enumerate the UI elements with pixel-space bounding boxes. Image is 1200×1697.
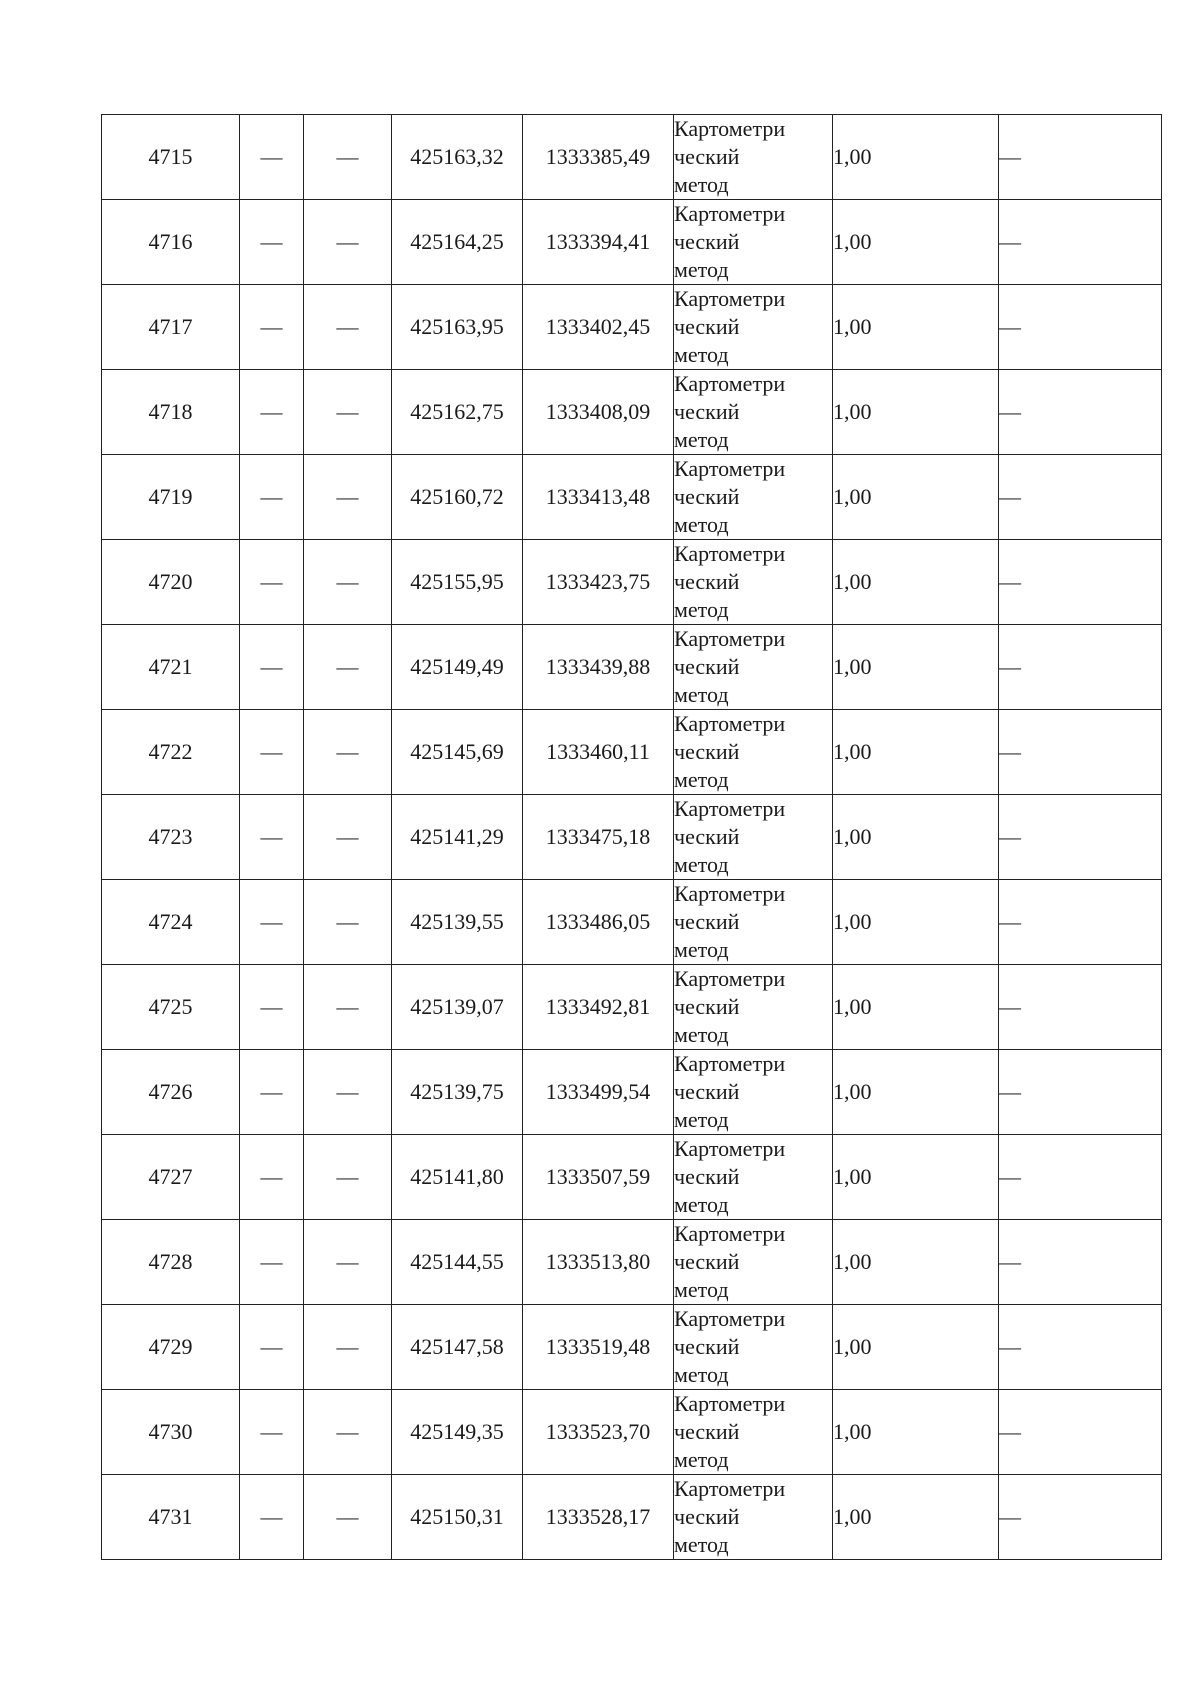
dash-cell-3 — [304, 370, 392, 455]
point-number: 4715 — [148, 144, 193, 169]
dash-value: — — [260, 1249, 283, 1274]
accuracy-cell — [833, 540, 999, 625]
dash-cell-2 — [240, 115, 304, 200]
method-cell — [674, 455, 833, 540]
description-cell — [999, 795, 1162, 880]
table-row — [102, 1050, 1162, 1135]
point-number-cell — [102, 1135, 240, 1220]
x-coordinate-cell — [392, 965, 523, 1050]
y-coordinate: 1333492,81 — [545, 994, 651, 1019]
dash-value: — — [336, 1419, 359, 1444]
y-coordinate: 1333528,17 — [545, 1504, 651, 1529]
description-cell — [999, 540, 1162, 625]
y-coordinate-cell — [523, 370, 674, 455]
dash-value: — — [336, 1164, 359, 1189]
description-cell — [999, 1305, 1162, 1390]
dash-cell-2 — [240, 370, 304, 455]
method-text: Картометри ческий метод — [674, 456, 786, 537]
description-cell — [999, 1390, 1162, 1475]
table-row — [102, 710, 1162, 795]
dash-value: — — [999, 994, 1021, 1019]
dash-cell-3 — [304, 285, 392, 370]
point-number-cell — [102, 1475, 240, 1560]
accuracy-value: 1,00 — [833, 1079, 872, 1104]
x-coordinate: 425139,75 — [410, 1079, 504, 1104]
dash-value: — — [336, 144, 359, 169]
dash-value: — — [260, 1504, 283, 1529]
table-row — [102, 1305, 1162, 1390]
y-coordinate-cell — [523, 965, 674, 1050]
dash-cell-2 — [240, 625, 304, 710]
y-coordinate: 1333423,75 — [545, 569, 651, 594]
table-body — [102, 115, 1162, 1560]
x-coordinate-cell — [392, 370, 523, 455]
point-number: 4727 — [148, 1164, 193, 1189]
accuracy-cell — [833, 115, 999, 200]
accuracy-value: 1,00 — [833, 909, 872, 934]
x-coordinate-cell — [392, 710, 523, 795]
dash-value: — — [999, 1164, 1021, 1189]
x-coordinate: 425160,72 — [410, 484, 504, 509]
x-coordinate: 425155,95 — [410, 569, 504, 594]
dash-value: — — [999, 824, 1021, 849]
dash-value: — — [336, 824, 359, 849]
dash-value: — — [260, 909, 283, 934]
method-cell — [674, 625, 833, 710]
coordinates-table — [101, 114, 1162, 1560]
table-row — [102, 1475, 1162, 1560]
accuracy-value: 1,00 — [833, 1504, 872, 1529]
dash-cell-2 — [240, 540, 304, 625]
accuracy-cell — [833, 200, 999, 285]
dash-value: — — [336, 399, 359, 424]
method-text: Картометри ческий метод — [674, 711, 786, 792]
x-coordinate-cell — [392, 540, 523, 625]
y-coordinate: 1333413,48 — [545, 484, 651, 509]
dash-value: — — [260, 399, 283, 424]
method-text: Картометри ческий метод — [674, 966, 786, 1047]
method-text: Картометри ческий метод — [674, 1306, 786, 1387]
point-number-cell — [102, 285, 240, 370]
accuracy-value: 1,00 — [833, 1164, 872, 1189]
dash-value: — — [999, 909, 1021, 934]
x-coordinate: 425163,32 — [410, 144, 504, 169]
point-number: 4728 — [148, 1249, 193, 1274]
y-coordinate: 1333402,45 — [545, 314, 651, 339]
dash-value: — — [336, 654, 359, 679]
y-coordinate-cell — [523, 115, 674, 200]
point-number-cell — [102, 1050, 240, 1135]
x-coordinate: 425163,95 — [410, 314, 504, 339]
dash-cell-2 — [240, 1475, 304, 1560]
dash-cell-3 — [304, 795, 392, 880]
point-number-cell — [102, 200, 240, 285]
dash-cell-2 — [240, 1305, 304, 1390]
dash-value: — — [336, 569, 359, 594]
dash-value: — — [336, 739, 359, 764]
method-text: Картометри ческий метод — [674, 1391, 786, 1472]
description-cell — [999, 1475, 1162, 1560]
x-coordinate: 425141,80 — [410, 1164, 504, 1189]
table-row — [102, 1135, 1162, 1220]
y-coordinate: 1333507,59 — [545, 1164, 651, 1189]
method-text: Картометри ческий метод — [674, 371, 786, 452]
dash-cell-3 — [304, 540, 392, 625]
dash-value: — — [336, 229, 359, 254]
dash-value: — — [999, 484, 1021, 509]
point-number-cell — [102, 115, 240, 200]
dash-value: — — [260, 654, 283, 679]
dash-value: — — [336, 484, 359, 509]
table-row — [102, 1220, 1162, 1305]
dash-cell-3 — [304, 1305, 392, 1390]
y-coordinate-cell — [523, 1475, 674, 1560]
y-coordinate-cell — [523, 1050, 674, 1135]
dash-value: — — [260, 1419, 283, 1444]
y-coordinate-cell — [523, 625, 674, 710]
dash-cell-3 — [304, 1390, 392, 1475]
method-cell — [674, 1220, 833, 1305]
y-coordinate: 1333475,18 — [545, 824, 651, 849]
method-cell — [674, 115, 833, 200]
x-coordinate-cell — [392, 455, 523, 540]
dash-cell-3 — [304, 1220, 392, 1305]
accuracy-value: 1,00 — [833, 1249, 872, 1274]
y-coordinate-cell — [523, 200, 674, 285]
x-coordinate: 425145,69 — [410, 739, 504, 764]
dash-cell-2 — [240, 795, 304, 880]
dash-cell-2 — [240, 455, 304, 540]
point-number-cell — [102, 965, 240, 1050]
y-coordinate-cell — [523, 540, 674, 625]
accuracy-cell — [833, 1390, 999, 1475]
method-cell — [674, 370, 833, 455]
accuracy-cell — [833, 1135, 999, 1220]
x-coordinate: 425147,58 — [410, 1334, 504, 1359]
accuracy-cell — [833, 625, 999, 710]
accuracy-value: 1,00 — [833, 1419, 872, 1444]
accuracy-cell — [833, 965, 999, 1050]
description-cell — [999, 625, 1162, 710]
y-coordinate: 1333385,49 — [545, 144, 651, 169]
dash-cell-3 — [304, 115, 392, 200]
dash-value: — — [260, 739, 283, 764]
dash-value: — — [336, 1334, 359, 1359]
accuracy-cell — [833, 1305, 999, 1390]
method-cell — [674, 1305, 833, 1390]
y-coordinate: 1333519,48 — [545, 1334, 651, 1359]
point-number: 4722 — [148, 739, 193, 764]
description-cell — [999, 200, 1162, 285]
table-row — [102, 625, 1162, 710]
dash-value: — — [260, 1334, 283, 1359]
x-coordinate: 425141,29 — [410, 824, 504, 849]
table-row — [102, 455, 1162, 540]
x-coordinate-cell — [392, 115, 523, 200]
point-number: 4716 — [148, 229, 193, 254]
table-row — [102, 965, 1162, 1050]
description-cell — [999, 1135, 1162, 1220]
dash-value: — — [999, 1504, 1021, 1529]
y-coordinate-cell — [523, 1305, 674, 1390]
dash-value: — — [260, 824, 283, 849]
x-coordinate-cell — [392, 1220, 523, 1305]
dash-cell-2 — [240, 1050, 304, 1135]
table-row — [102, 200, 1162, 285]
accuracy-value: 1,00 — [833, 739, 872, 764]
dash-value: — — [336, 994, 359, 1019]
accuracy-cell — [833, 370, 999, 455]
dash-value: — — [260, 229, 283, 254]
description-cell — [999, 965, 1162, 1050]
x-coordinate-cell — [392, 1390, 523, 1475]
accuracy-value: 1,00 — [833, 314, 872, 339]
description-cell — [999, 455, 1162, 540]
dash-cell-2 — [240, 200, 304, 285]
accuracy-value: 1,00 — [833, 654, 872, 679]
dash-cell-2 — [240, 965, 304, 1050]
method-text: Картометри ческий метод — [674, 1136, 786, 1217]
accuracy-cell — [833, 455, 999, 540]
point-number: 4719 — [148, 484, 193, 509]
dash-value: — — [260, 1079, 283, 1104]
method-text: Картометри ческий метод — [674, 1051, 786, 1132]
accuracy-value: 1,00 — [833, 1334, 872, 1359]
dash-value: — — [999, 399, 1021, 424]
dash-cell-3 — [304, 1475, 392, 1560]
accuracy-cell — [833, 795, 999, 880]
accuracy-value: 1,00 — [833, 229, 872, 254]
description-cell — [999, 370, 1162, 455]
table-row — [102, 285, 1162, 370]
y-coordinate-cell — [523, 795, 674, 880]
table-row — [102, 880, 1162, 965]
method-cell — [674, 285, 833, 370]
dash-value: — — [999, 144, 1021, 169]
x-coordinate-cell — [392, 200, 523, 285]
table-row — [102, 540, 1162, 625]
accuracy-cell — [833, 1220, 999, 1305]
dash-cell-3 — [304, 965, 392, 1050]
dash-cell-2 — [240, 710, 304, 795]
point-number-cell — [102, 1220, 240, 1305]
method-text: Картометри ческий метод — [674, 1221, 786, 1302]
point-number-cell — [102, 880, 240, 965]
x-coordinate: 425164,25 — [410, 229, 504, 254]
x-coordinate: 425139,55 — [410, 909, 504, 934]
method-text: Картометри ческий метод — [674, 541, 786, 622]
method-cell — [674, 1050, 833, 1135]
dash-cell-2 — [240, 1220, 304, 1305]
method-text: Картометри ческий метод — [674, 626, 786, 707]
dash-cell-3 — [304, 1050, 392, 1135]
x-coordinate: 425150,31 — [410, 1504, 504, 1529]
y-coordinate-cell — [523, 1135, 674, 1220]
y-coordinate-cell — [523, 710, 674, 795]
accuracy-cell — [833, 1475, 999, 1560]
point-number: 4718 — [148, 399, 193, 424]
point-number: 4726 — [148, 1079, 193, 1104]
dash-value: — — [999, 739, 1021, 764]
dash-cell-3 — [304, 710, 392, 795]
y-coordinate: 1333394,41 — [545, 229, 651, 254]
dash-value: — — [260, 1164, 283, 1189]
x-coordinate: 425139,07 — [410, 994, 504, 1019]
method-cell — [674, 540, 833, 625]
method-text: Картометри ческий метод — [674, 286, 786, 367]
dash-value: — — [336, 1079, 359, 1104]
table-row — [102, 1390, 1162, 1475]
point-number: 4730 — [148, 1419, 193, 1444]
method-cell — [674, 795, 833, 880]
method-cell — [674, 200, 833, 285]
dash-cell-2 — [240, 1135, 304, 1220]
dash-value: — — [999, 229, 1021, 254]
description-cell — [999, 285, 1162, 370]
dash-cell-2 — [240, 880, 304, 965]
y-coordinate: 1333486,05 — [545, 909, 651, 934]
x-coordinate-cell — [392, 880, 523, 965]
dash-cell-2 — [240, 285, 304, 370]
x-coordinate-cell — [392, 1305, 523, 1390]
point-number: 4724 — [148, 909, 193, 934]
y-coordinate-cell — [523, 880, 674, 965]
dash-value: — — [336, 314, 359, 339]
accuracy-cell — [833, 285, 999, 370]
accuracy-value: 1,00 — [833, 824, 872, 849]
y-coordinate-cell — [523, 285, 674, 370]
description-cell — [999, 880, 1162, 965]
table-row — [102, 795, 1162, 880]
table-row — [102, 115, 1162, 200]
point-number: 4723 — [148, 824, 193, 849]
dash-value: — — [260, 994, 283, 1019]
point-number-cell — [102, 625, 240, 710]
x-coordinate-cell — [392, 1050, 523, 1135]
point-number-cell — [102, 1390, 240, 1475]
point-number-cell — [102, 795, 240, 880]
method-cell — [674, 1390, 833, 1475]
point-number: 4720 — [148, 569, 193, 594]
point-number-cell — [102, 710, 240, 795]
x-coordinate-cell — [392, 1135, 523, 1220]
accuracy-value: 1,00 — [833, 399, 872, 424]
y-coordinate: 1333523,70 — [545, 1419, 651, 1444]
x-coordinate-cell — [392, 795, 523, 880]
x-coordinate-cell — [392, 625, 523, 710]
point-number-cell — [102, 370, 240, 455]
accuracy-value: 1,00 — [833, 144, 872, 169]
point-number: 4725 — [148, 994, 193, 1019]
dash-value: — — [260, 314, 283, 339]
dash-cell-3 — [304, 455, 392, 540]
point-number: 4721 — [148, 654, 193, 679]
y-coordinate-cell — [523, 1220, 674, 1305]
accuracy-cell — [833, 710, 999, 795]
point-number: 4729 — [148, 1334, 193, 1359]
x-coordinate: 425162,75 — [410, 399, 504, 424]
dash-value: — — [336, 1249, 359, 1274]
method-text: Картометри ческий метод — [674, 116, 786, 197]
accuracy-cell — [833, 1050, 999, 1135]
dash-value: — — [260, 569, 283, 594]
dash-value: — — [999, 1079, 1021, 1104]
method-text: Картометри ческий метод — [674, 881, 786, 962]
method-cell — [674, 1475, 833, 1560]
accuracy-value: 1,00 — [833, 994, 872, 1019]
dash-value: — — [999, 1334, 1021, 1359]
x-coordinate: 425149,35 — [410, 1419, 504, 1444]
point-number-cell — [102, 540, 240, 625]
y-coordinate: 1333439,88 — [545, 654, 651, 679]
y-coordinate: 1333513,80 — [545, 1249, 651, 1274]
method-text: Картометри ческий метод — [674, 796, 786, 877]
method-cell — [674, 880, 833, 965]
point-number-cell — [102, 1305, 240, 1390]
y-coordinate-cell — [523, 455, 674, 540]
method-text: Картометри ческий метод — [674, 201, 786, 282]
accuracy-cell — [833, 880, 999, 965]
x-coordinate-cell — [392, 285, 523, 370]
description-cell — [999, 1050, 1162, 1135]
y-coordinate: 1333460,11 — [546, 739, 650, 764]
y-coordinate-cell — [523, 1390, 674, 1475]
dash-value: — — [999, 314, 1021, 339]
y-coordinate: 1333499,54 — [545, 1079, 651, 1104]
dash-value: — — [999, 569, 1021, 594]
dash-value: — — [999, 1249, 1021, 1274]
method-cell — [674, 710, 833, 795]
y-coordinate: 1333408,09 — [545, 399, 651, 424]
table-row — [102, 370, 1162, 455]
dash-cell-3 — [304, 200, 392, 285]
method-text: Картометри ческий метод — [674, 1476, 786, 1557]
x-coordinate: 425144,55 — [410, 1249, 504, 1274]
dash-value: — — [336, 909, 359, 934]
point-number: 4731 — [148, 1504, 193, 1529]
dash-cell-3 — [304, 880, 392, 965]
dash-value: — — [260, 144, 283, 169]
x-coordinate: 425149,49 — [410, 654, 504, 679]
point-number-cell — [102, 455, 240, 540]
dash-value: — — [336, 1504, 359, 1529]
dash-cell-2 — [240, 1390, 304, 1475]
dash-value: — — [999, 654, 1021, 679]
description-cell — [999, 710, 1162, 795]
x-coordinate-cell — [392, 1475, 523, 1560]
dash-value: — — [260, 484, 283, 509]
dash-cell-3 — [304, 1135, 392, 1220]
method-cell — [674, 965, 833, 1050]
method-cell — [674, 1135, 833, 1220]
accuracy-value: 1,00 — [833, 569, 872, 594]
dash-value: — — [999, 1419, 1021, 1444]
point-number: 4717 — [148, 314, 193, 339]
description-cell — [999, 115, 1162, 200]
accuracy-value: 1,00 — [833, 484, 872, 509]
description-cell — [999, 1220, 1162, 1305]
dash-cell-3 — [304, 625, 392, 710]
